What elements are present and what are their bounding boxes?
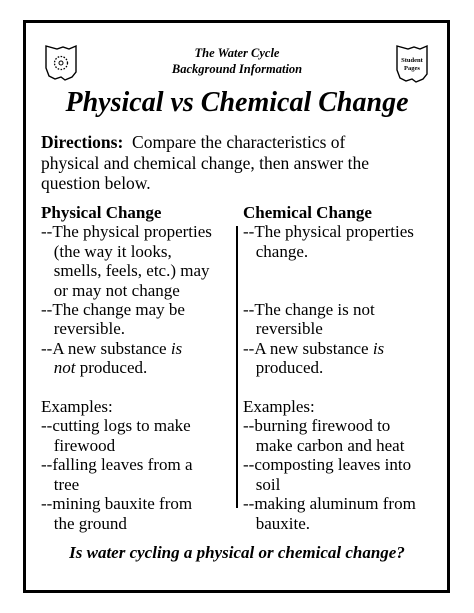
- chemical-line: --The physical properties: [243, 222, 414, 242]
- chemical-change-column: [243, 203, 443, 533]
- page-title: Physical vs Chemical Change: [65, 87, 409, 118]
- physical-line: --mining bauxite from: [41, 494, 193, 514]
- physical-change-column: [41, 203, 241, 533]
- physical-new-substance-line: [41, 339, 241, 358]
- chemical-line: soil: [243, 474, 281, 494]
- chemical-blank-line: [243, 378, 443, 397]
- physical-line: smells, feels, etc.) may: [41, 261, 210, 281]
- physical-line: --cutting logs to make: [41, 416, 191, 436]
- badge-line2: Pages: [404, 65, 420, 72]
- chemical-line: --burning firewood to: [243, 416, 391, 436]
- physical-produced-word: produced.: [75, 358, 148, 378]
- chemical-line: make carbon and heat: [243, 435, 405, 455]
- chemical-line-prefix: --A new substance: [243, 338, 373, 358]
- badge-line1: Student: [401, 57, 423, 64]
- physical-line: --The physical properties: [41, 222, 212, 242]
- physical-line: or may not change: [41, 280, 180, 300]
- physical-line-prefix: --A new substance: [41, 338, 171, 358]
- header-line1: The Water Cycle: [194, 46, 280, 60]
- header-line2: Background Information: [171, 62, 303, 76]
- chemical-line: bauxite.: [243, 513, 311, 533]
- chemical-line: reversible: [243, 319, 323, 339]
- chemical-examples-label: Examples:: [243, 397, 315, 417]
- directions-label: Directions:: [41, 132, 124, 152]
- directions-paragraph: [41, 132, 441, 194]
- chemical-spacer: [243, 281, 443, 300]
- physical-line: (the way it looks,: [41, 241, 172, 261]
- ohio-state-logo-icon: [43, 42, 79, 82]
- physical-line: --falling leaves from a: [41, 455, 193, 475]
- physical-line: firewood: [41, 435, 116, 455]
- physical-blank-line: [41, 378, 241, 397]
- chemical-line: produced.: [243, 358, 324, 378]
- column-divider: [236, 226, 238, 508]
- physical-line: the ground: [41, 513, 127, 533]
- chemical-line: change.: [243, 241, 309, 261]
- physical-line: reversible.: [41, 319, 126, 339]
- header-block: [130, 45, 344, 77]
- physical-change-heading: Physical Change: [41, 203, 162, 222]
- chemical-line: --The change is not: [243, 300, 375, 320]
- student-pages-ohio-badge-icon: [394, 42, 430, 84]
- physical-is-word: is: [170, 338, 183, 358]
- chemical-change-heading: Chemical Change: [243, 203, 372, 222]
- physical-line: tree: [41, 474, 80, 494]
- directions-line3: question below.: [41, 173, 151, 193]
- physical-not-word: not: [53, 358, 76, 378]
- chemical-is-word: is: [372, 338, 385, 358]
- physical-line: --The change may be: [41, 300, 185, 320]
- directions-line1: Compare the characteristics of: [123, 132, 346, 152]
- physical-examples-label: Examples:: [41, 397, 113, 417]
- chemical-line: --composting leaves into: [243, 455, 412, 475]
- chemical-line: --making aluminum from: [243, 494, 416, 514]
- closing-question: Is water cycling a physical or chemical change?: [69, 543, 405, 562]
- chemical-new-substance-line: [243, 339, 443, 358]
- chemical-spacer: [243, 261, 443, 280]
- directions-line2: physical and chemical change, then answer the: [41, 152, 369, 173]
- physical-not-produced-line: [41, 358, 241, 377]
